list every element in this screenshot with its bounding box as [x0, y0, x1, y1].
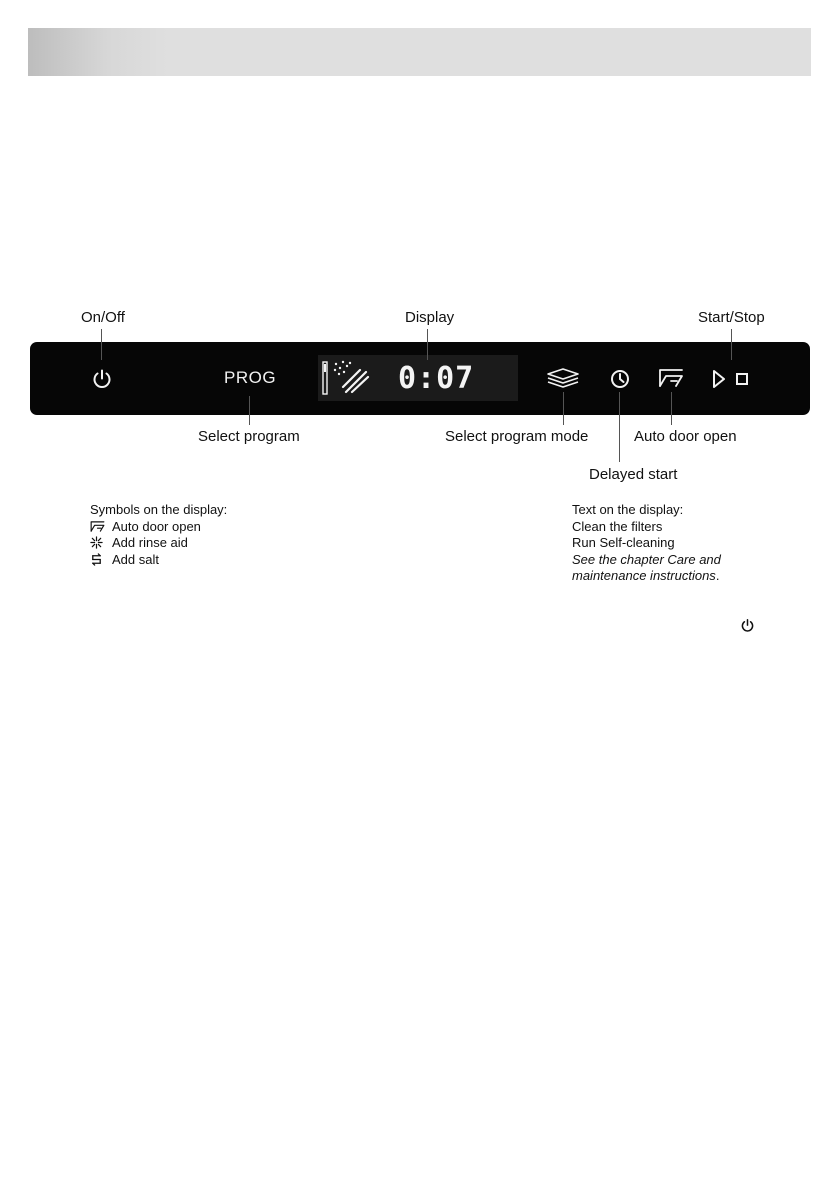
- auto-door-open-icon: [90, 520, 105, 533]
- leader-line-display: [427, 329, 428, 360]
- text-legend-title: Text on the display:: [572, 502, 684, 517]
- header-band: [28, 28, 811, 76]
- text-legend-line: Run Self-cleaning: [572, 535, 675, 550]
- clock-icon: [610, 369, 630, 389]
- text-legend-note: maintenance instructions: [572, 568, 716, 583]
- symbols-legend: [90, 502, 227, 568]
- symbols-legend-title: Symbols on the display:: [90, 502, 228, 517]
- select-program-label: Select program: [198, 428, 300, 445]
- leader-line-start-stop: [731, 329, 732, 360]
- leader-line-auto-door-open: [671, 392, 672, 425]
- layers-icon: [546, 368, 580, 388]
- select-program-mode-label: Select program mode: [445, 428, 589, 445]
- legend-item-rinse-aid: [90, 535, 227, 552]
- text-legend-note-line2: [572, 568, 721, 585]
- program-mode-button[interactable]: [546, 368, 580, 388]
- auto-door-open-icon: [658, 368, 684, 388]
- text-legend-line: Clean the filters: [572, 518, 663, 534]
- display-label: Display: [405, 309, 455, 326]
- leader-line-on-off: [101, 329, 102, 360]
- display-spray-icon: [322, 360, 370, 396]
- start-stop-button[interactable]: [712, 369, 750, 389]
- power-icon: [91, 368, 113, 390]
- legend-item-label: Add salt: [112, 551, 159, 567]
- legend-item-label: Auto door open: [112, 518, 201, 534]
- delayed-start-button[interactable]: [610, 369, 630, 389]
- power-icon: [740, 618, 755, 633]
- display-time: 0:07: [398, 361, 475, 396]
- on-off-button[interactable]: [91, 368, 113, 390]
- on-off-label: On/Off: [81, 309, 125, 326]
- start-stop-label: Start/Stop: [698, 309, 765, 326]
- rinse-aid-icon: [90, 536, 103, 549]
- legend-item-label: Add rinse aid: [112, 535, 188, 550]
- prog-button[interactable]: PROG: [224, 368, 277, 387]
- auto-door-open-label: Auto door open: [634, 428, 737, 445]
- leader-line-program-mode: [563, 392, 564, 425]
- salt-icon: [90, 553, 103, 566]
- legend-item-salt: [90, 552, 227, 569]
- leader-line-delayed-start: [619, 392, 620, 462]
- text-legend: [572, 502, 721, 585]
- play-stop-icon: [712, 369, 750, 389]
- leader-line-select-program: [249, 396, 250, 425]
- auto-door-open-button[interactable]: [658, 368, 684, 388]
- delayed-start-label: Delayed start: [589, 466, 678, 483]
- legend-item-auto-door-open: [90, 519, 227, 536]
- text-legend-note-period: .: [715, 568, 720, 583]
- text-legend-note: See the chapter Care and: [572, 551, 721, 567]
